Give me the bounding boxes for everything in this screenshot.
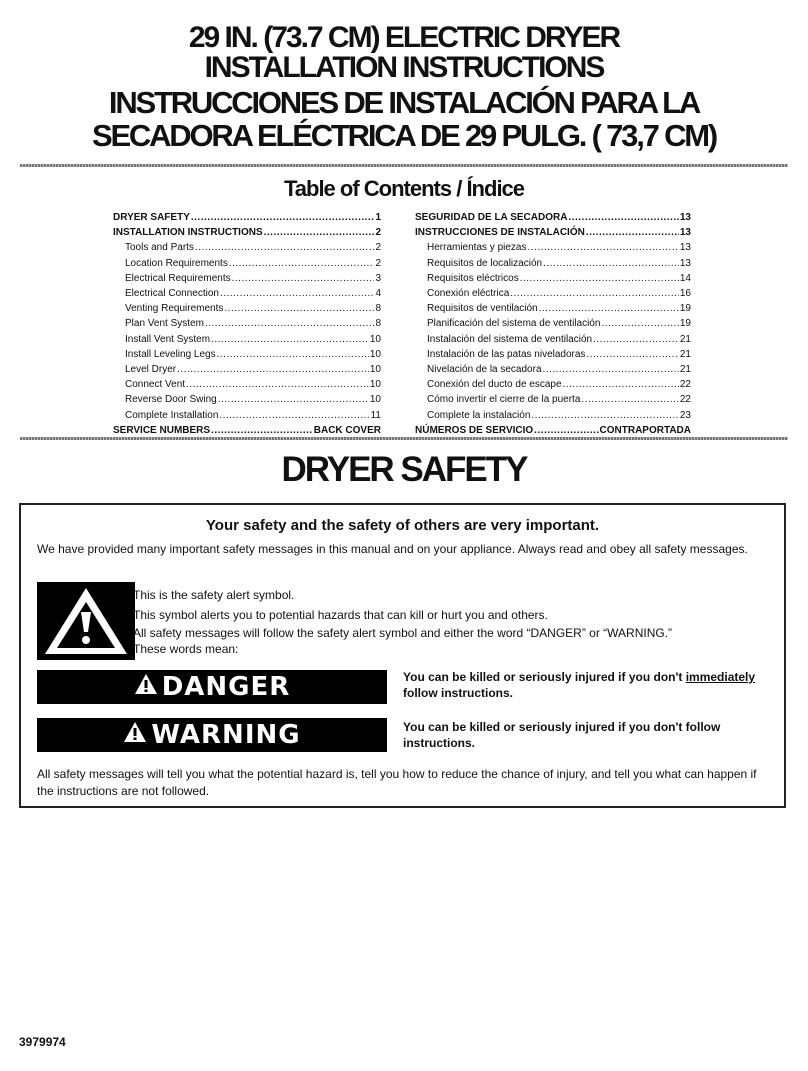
toc-entry-page: 19 — [679, 318, 691, 330]
toc-leader-dots — [586, 347, 678, 362]
title-line-1: 29 IN. (73.7 CM) ELECTRIC DRYER — [188, 21, 620, 54]
toc-entry-page: 10 — [369, 364, 381, 376]
warning-label: WARNING — [151, 720, 301, 750]
toc-entry-page: 19 — [679, 303, 691, 315]
title-line-4: SECADORA ELÉCTRICA DE 29 PULG. ( 73,7 CM) — [91, 118, 717, 153]
toc-entry — [113, 377, 381, 392]
toc-leader-dots — [186, 377, 369, 392]
toc-entry-page: 22 — [679, 394, 691, 406]
toc-entry-page: 11 — [370, 409, 381, 421]
warning-banner — [37, 718, 387, 752]
toc-entry — [113, 286, 381, 301]
toc-entry — [415, 286, 691, 301]
toc-entry-label: Connect Vent — [125, 379, 186, 391]
toc-entry — [113, 316, 381, 331]
toc-entry-label: Reverse Door Swing — [125, 394, 217, 406]
toc-entry-page: 14 — [679, 272, 691, 284]
toc-leader-dots — [211, 332, 369, 347]
toc-entry-label: Requisitos eléctricos — [427, 272, 519, 284]
symbol-line-2: This symbol alerts you to potential hazards that can kill or hurt you and others. — [133, 608, 548, 622]
toc-entry — [415, 210, 691, 225]
toc-entry — [113, 423, 381, 438]
toc-entry-page: 13 — [679, 242, 691, 254]
part-number: 3979974 — [19, 1035, 66, 1049]
toc-entry-label: Planificación del sistema de ventilación — [427, 318, 601, 330]
toc-spanish — [415, 210, 691, 438]
toc-leader-dots — [581, 392, 678, 407]
toc-entry — [113, 392, 381, 407]
symbol-line-4: These words mean: — [133, 642, 239, 656]
toc-entry-label: Nivelación de la secadora — [427, 364, 542, 376]
symbol-line-1: This is the safety alert symbol. — [133, 588, 295, 602]
toc-entry-page: 10 — [369, 379, 381, 391]
toc-leader-dots — [217, 347, 369, 362]
divider-top — [20, 164, 788, 167]
toc-entry-label: Conexión eléctrica — [427, 288, 510, 300]
toc-entry — [113, 362, 381, 377]
toc-entry — [113, 240, 381, 255]
toc-leader-dots — [264, 225, 375, 240]
toc-entry-page: 3 — [375, 272, 381, 284]
toc-leader-dots — [229, 256, 375, 271]
toc-leader-dots — [205, 316, 375, 331]
toc-entry-label: Instalación del sistema de ventilación — [427, 333, 593, 345]
toc-entry — [113, 347, 381, 362]
toc-entry-label: Requisitos de localización — [427, 257, 543, 269]
toc-entry-page: 2 — [375, 227, 381, 239]
toc-entry — [113, 210, 381, 225]
alert-triangle-icon — [123, 720, 147, 750]
danger-banner — [37, 670, 387, 704]
toc-leader-dots — [224, 301, 374, 316]
toc-entry — [113, 256, 381, 271]
toc-leader-dots — [593, 332, 679, 347]
toc-entry-page: 16 — [679, 288, 691, 300]
toc-leader-dots — [531, 408, 678, 423]
toc-entry-label: Herramientas y piezas — [427, 242, 527, 254]
toc-entry-label: Complete la instalación — [427, 409, 531, 421]
toc-entry — [415, 240, 691, 255]
toc-leader-dots — [520, 271, 679, 286]
toc-entry — [113, 332, 381, 347]
toc-leader-dots — [219, 408, 369, 423]
toc-entry — [415, 392, 691, 407]
toc-entry-label: INSTRUCCIONES DE INSTALACIÓN — [415, 227, 585, 239]
toc-entry-page: CONTRAPORTADA — [599, 424, 691, 436]
toc-entry — [415, 347, 691, 362]
toc-entry-label: Venting Requirements — [125, 303, 224, 315]
toc-entry-page: 13 — [679, 227, 691, 239]
toc-entry-label: Electrical Connection — [125, 288, 219, 300]
toc-entry-page: 8 — [375, 303, 381, 315]
toc-entry-page: 21 — [679, 348, 691, 360]
toc-entry — [113, 408, 381, 423]
toc-entry-label: Plan Vent System — [125, 318, 204, 330]
toc-entry-label: Tools and Parts — [125, 242, 194, 254]
toc-entry — [113, 271, 381, 286]
toc-leader-dots — [539, 301, 679, 316]
toc-entry-page: 10 — [369, 333, 381, 345]
toc-entry-label: Conexión del ducto de escape — [427, 379, 562, 391]
toc-entry-page: 21 — [679, 333, 691, 345]
toc-entry — [415, 423, 691, 438]
safety-outro: All safety messages will tell you what the potential hazard is, tell you how to reduce the chance of injury, and tell you what can happen if the instructions are not followed. — [37, 767, 757, 798]
toc-entry — [415, 301, 691, 316]
toc-entry-label: Cómo invertir el cierre de la puerta — [427, 394, 581, 406]
section-title: DRYER SAFETY — [281, 450, 527, 489]
toc-entry-label: Instalación de las patas niveladoras — [427, 348, 586, 360]
alert-triangle-icon — [134, 672, 158, 702]
toc-leader-dots — [563, 377, 679, 392]
toc-english — [113, 210, 381, 438]
toc-leader-dots — [527, 240, 678, 255]
toc-entry-page: 4 — [375, 288, 381, 300]
title-line-3: INSTRUCCIONES DE INSTALACIÓN PARA LA — [108, 85, 700, 120]
toc-leader-dots — [211, 423, 313, 438]
toc-entry-page: 22 — [679, 379, 691, 391]
toc-leader-dots — [543, 362, 679, 377]
symbol-line-3: All safety messages will follow the safety alert symbol and either the word “DANGER” or “WARNING.” — [133, 626, 673, 640]
toc-entry-label: Requisitos de ventilación — [427, 303, 538, 315]
danger-message-part-1: You can be killed or seriously injured if you don't — [403, 670, 686, 684]
danger-label: DANGER — [161, 672, 291, 702]
toc-entry-page: 13 — [679, 257, 691, 269]
toc-title: Table of Contents / Índice — [283, 176, 525, 201]
toc-entry-label: Location Requirements — [125, 257, 228, 269]
toc-leader-dots — [510, 286, 679, 301]
toc-leader-dots — [534, 423, 598, 438]
toc-leader-dots — [218, 392, 369, 407]
toc-entry — [415, 271, 691, 286]
toc-entry-label: INSTALLATION INSTRUCTIONS — [113, 227, 263, 239]
toc-entry-page: 2 — [375, 257, 381, 269]
toc-entry-label: DRYER SAFETY — [113, 212, 190, 223]
toc-leader-dots — [568, 210, 678, 225]
toc-entry-page: 13 — [679, 212, 691, 223]
toc-entry-page: 2 — [375, 242, 381, 254]
danger-message — [403, 669, 783, 701]
safety-box — [19, 503, 786, 808]
toc-leader-dots — [601, 316, 678, 331]
danger-message-emphasis: immediately — [685, 670, 756, 684]
toc-entry — [415, 377, 691, 392]
safety-heading: Your safety and the safety of others are very important. — [205, 517, 600, 534]
toc-entry — [415, 332, 691, 347]
toc-entry-page: 10 — [369, 348, 381, 360]
toc-entry — [415, 316, 691, 331]
divider-middle — [20, 437, 788, 440]
toc-entry — [415, 256, 691, 271]
toc-entry-page: BACK COVER — [313, 424, 381, 436]
toc-leader-dots — [232, 271, 375, 286]
toc-entry — [113, 225, 381, 240]
toc-entry-label: Install Vent System — [125, 333, 211, 345]
toc-entry-label: NÚMEROS DE SERVICIO — [415, 424, 534, 436]
toc-entry-page: 21 — [679, 364, 691, 376]
toc-entry-page: 10 — [369, 394, 381, 406]
toc-leader-dots — [220, 286, 375, 301]
toc-entry — [415, 362, 691, 377]
toc-entry-page: 1 — [375, 212, 381, 223]
toc-entry-label: Complete Installation — [125, 409, 219, 421]
toc-entry-label: SEGURIDAD DE LA SECADORA — [415, 212, 568, 223]
toc-leader-dots — [191, 210, 375, 225]
toc-leader-dots — [195, 240, 375, 255]
warning-message: You can be killed or seriously injured if you don't follow instructions. — [403, 720, 721, 750]
toc-entry — [113, 301, 381, 316]
toc-entry-label: SERVICE NUMBERS — [113, 424, 211, 436]
toc-entry — [415, 408, 691, 423]
toc-entry-label: Level Dryer — [125, 364, 177, 376]
toc-entry-page: 23 — [679, 409, 691, 421]
toc-entry — [415, 225, 691, 240]
toc-leader-dots — [177, 362, 369, 377]
toc-leader-dots — [586, 225, 679, 240]
toc-leader-dots — [543, 256, 679, 271]
safety-alert-icon — [37, 582, 135, 660]
toc-entry-page: 8 — [375, 318, 381, 330]
safety-intro: We have provided many important safety messages in this manual and on your appliance. Always read and obey all safety messages. — [37, 542, 748, 556]
symbol-description — [133, 585, 753, 657]
toc-entry-label: Electrical Requirements — [125, 272, 231, 284]
title-line-2: INSTALLATION INSTRUCTIONS — [204, 51, 604, 84]
danger-message-part-2: follow instructions. — [403, 686, 513, 700]
toc-entry-label: Install Leveling Legs — [125, 348, 216, 360]
